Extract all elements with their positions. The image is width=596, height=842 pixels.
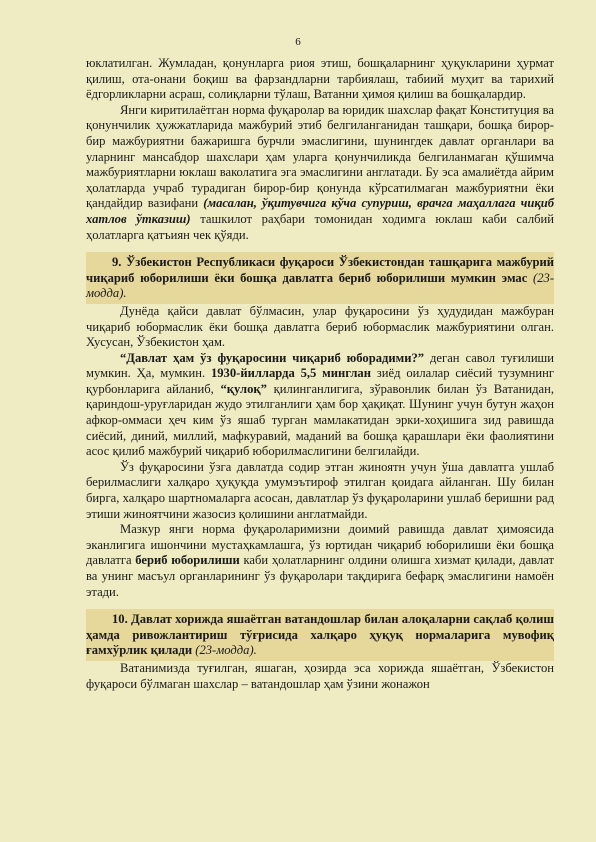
paragraph-7: Ватанимизда туғилган, яшаган, ҳозирда эса хорижда яшаётган, Ўзбекистон фуқароси бўлмаган шахслар – ватандошлар ҳам ўзини жонажон [86, 660, 554, 691]
page-number: 6 [295, 36, 301, 48]
section-10-title: Давлат хорижда яшаётган ватандошлар билан алоқаларни сақлаб қолиш ҳамда ривожлантириш тўғрисида халқаро ҳуқуқ нормаларига мувофиқ ғамхўрлик қилади [86, 612, 554, 658]
paragraph-3: Дунёда қайси давлат бўлмасин, улар фуқаросини ўз ҳудудидан мажбуран чиқариб юбормаслик ёки бошқа давлатга бериб юбормаслик мажбуриятини олган. Хусусан, Ўзбекистон ҳам. [86, 303, 554, 350]
section-9-heading [86, 252, 554, 304]
paragraph-2 [86, 103, 554, 243]
paragraph-4-text-2: зиёд оилалар сиёсий тузумнинг қурбонларига айланиб, [86, 366, 554, 396]
paragraph-4-kulak: “қулоқ” [220, 381, 267, 396]
paragraph-4-text-3: қилинганлигига, зўравонлик билан ўз Ватанидан, қариндош-уруғларидан жудо этилганлиги ҳам бор ҳақиқат. Шунинг учун бутун жаҳон афкор-оммаси ҳеч ким ўз яшаб турган мамлакатидан эрки-хоҳишига зид равишда сиёсий, диний, миллий, мафкуравий, маданий ва бошқа қарашлари ёки фаолиятини асос қилиб мажбурий чиқариб юборилмаслигини белгилайди. [86, 381, 554, 459]
document-body [86, 56, 554, 692]
paragraph-4-quote: “Давлат ҳам ўз фуқаросини чиқариб юборадими?” [120, 350, 425, 365]
section-10-number: 10. [112, 612, 128, 627]
section-10-article-ref: (23-модда). [195, 643, 257, 658]
paragraph-1: юклатилган. Жумладан, қонунларга риоя этиш, бошқаларнинг ҳуқукларини ҳурмат қилиш, ота-онани боқиш ва фарзандларни тарбиялаш, табиий муҳит ва тарихий ёдгорликларни асраш, солиқларни тўлаш, Ватанни ҳимоя қилиш ва бошқалардир. [86, 56, 554, 102]
paragraph-6-bold: бериб юборилиши [135, 553, 240, 568]
paragraph-2-text-end: ташкилот раҳбари томонидан ходимга юклаш каби салбий ҳолатларга қатъиян чек қўяди. [86, 211, 554, 242]
paragraph-6 [86, 522, 554, 600]
paragraph-4-years: 1930-йилларда 5,5 минглан [210, 366, 371, 381]
paragraph-5: Ўз фуқаросини ўзга давлатда содир этган жиноятн учун ўша давлатга ушлаб берилмаслиги халқаро ҳуқуқда умумэътироф этилган қоидага айланган. Шу билан бирга, халқаро шартномаларга асосан, давлатлар ўз фуқароларини ушлаб беришни рад этиши жиноятчини жазосиз қолишини англатмайди. [86, 459, 554, 521]
paragraph-4 [86, 351, 554, 460]
section-9-title: Ўзбекистон Республикаси фуқароси Ўзбекистондан ташқарига мажбурий чиқариб юборилиши ёки бошқа давлатга бериб юборилиши мумкин эмас [86, 255, 555, 285]
paragraph-2-text: Янги киритилаётган норма фуқаролар ва юридик шахслар фақат Конституция ва қонунчилик ҳужжатларида мажбурий этиб белгиланганидан ташқари, бошқа бирор-бир мажбуриятни бажаришга бурчли эмаслигини, шунингдек давлат органлари ва уларнинг мансабдор шахслари ҳам уларга қонунчиликда белгиланмаган қўшимча мажбуриятларни юклаш ваколатига эга эмаслигини англатади. Бу эса амалиётда айрим ҳолатларда учраб турадиган бирор-бир қонунда кўрсатилмаган мажбуриятни ёки қандайдир вазифани [86, 102, 554, 211]
section-9-number: 9. [112, 255, 122, 270]
section-10-heading [86, 609, 554, 661]
paragraph-4-text: деган савол туғилиши мумкин. Ҳа, мумкин. [86, 350, 554, 381]
section-9-article-ref: (23-модда). [86, 270, 555, 301]
paragraph-2-example: (масалан, ўқитувчига кўча супуриш, врачга маҳаллага чиқиб хатлов ўтказиш) [86, 196, 554, 226]
paragraph-6-text-end: каби ҳолатларнинг олдини олишга хизмат қилади, давлат ва унинг масъул органларининг ўз фуқаролари тақдирига бефарқ эмаслигини намоён этади. [86, 553, 555, 599]
paragraph-6-text: Мазкур янги норма фуқароларимизни доимий равишда давлат ҳимоясида эканлигига ишончини мустаҳкамлашга, ўз юртидан чиқариб юборилиши ёки бошқа давлатга [86, 522, 554, 568]
